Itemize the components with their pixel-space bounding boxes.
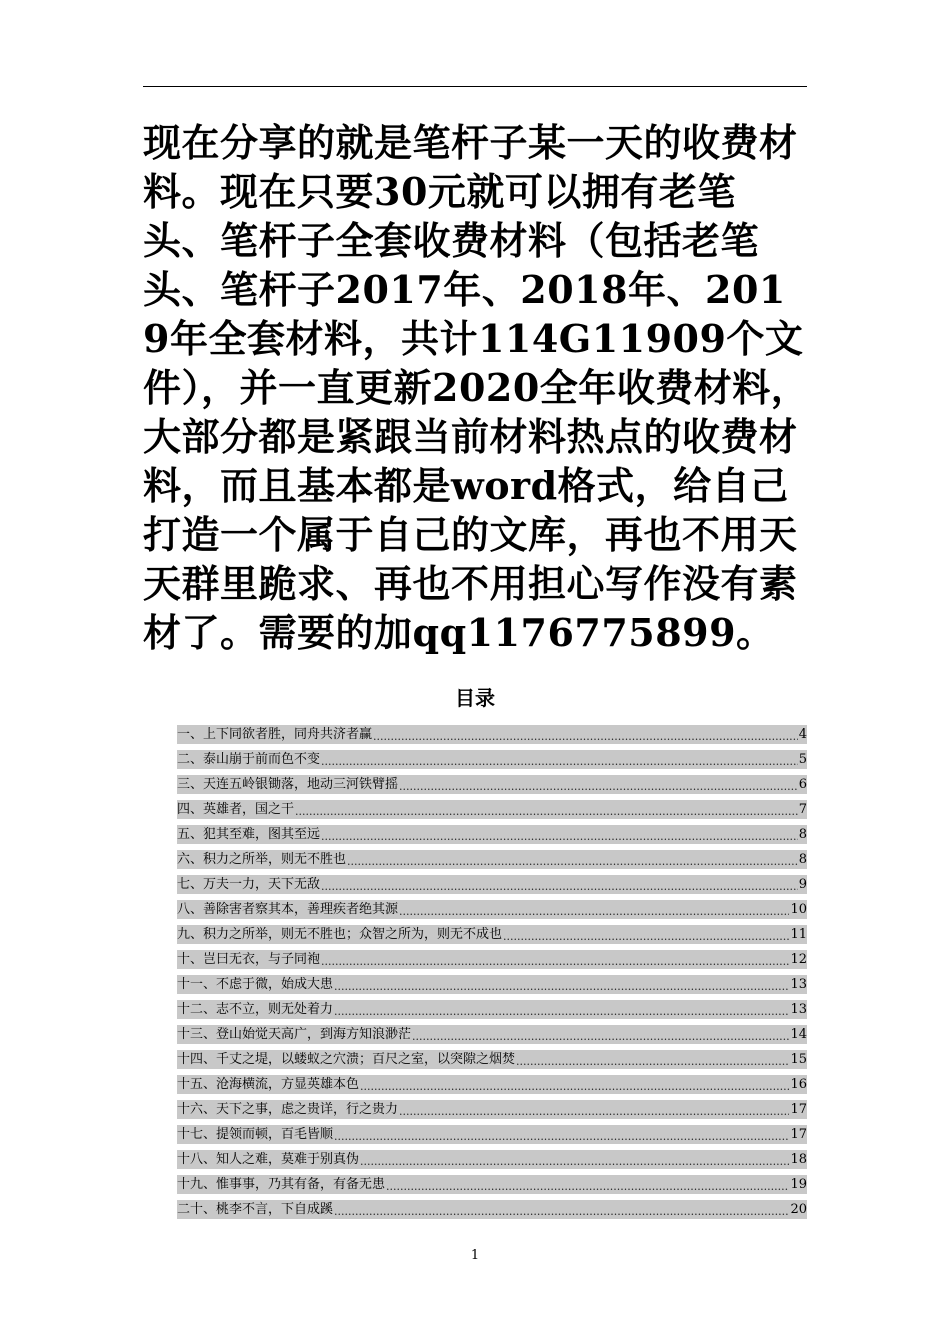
- page-number: 1: [470, 1248, 480, 1263]
- toc-entry-page: 8: [798, 827, 807, 842]
- toc-entry-page: 8: [798, 852, 807, 867]
- toc-entry-page: 20: [790, 1202, 807, 1217]
- toc-leader-dots: [360, 1154, 789, 1169]
- toc-entry-page: 5: [798, 752, 807, 767]
- toc-entry-label: 十六、天下之事，虑之贵详，行之贵力: [177, 1102, 399, 1117]
- toc-leader-dots: [347, 854, 798, 869]
- toc-leader-dots: [399, 1104, 789, 1119]
- toc-entry-label: 五、犯其至难，图其至远: [177, 827, 321, 842]
- toc-leader-dots: [321, 754, 798, 769]
- toc-entry-page: 6: [798, 777, 807, 792]
- toc-entry[interactable]: [177, 1050, 807, 1069]
- toc-leader-dots: [334, 1129, 789, 1144]
- toc-title: 目录: [455, 686, 495, 710]
- toc-entry[interactable]: [177, 1075, 807, 1094]
- toc-entry-page: 17: [790, 1102, 807, 1117]
- toc-leader-dots: [373, 729, 798, 744]
- table-of-contents: [177, 725, 807, 1225]
- toc-entry-label: 十、岂曰无衣，与子同袍: [177, 952, 321, 967]
- toc-entry-label: 十八、知人之难，莫难于别真伪: [177, 1152, 360, 1167]
- toc-entry-page: 10: [790, 902, 807, 917]
- toc-entry[interactable]: [177, 1200, 807, 1219]
- toc-entry-page: 17: [790, 1127, 807, 1142]
- toc-leader-dots: [399, 779, 798, 794]
- toc-entry-page: 7: [798, 802, 807, 817]
- toc-entry-label: 三、天连五岭银锄落，地动三河铁臂摇: [177, 777, 399, 792]
- toc-entry-page: 14: [790, 1027, 807, 1042]
- toc-entry[interactable]: [177, 850, 807, 869]
- toc-entry[interactable]: [177, 775, 807, 794]
- toc-entry-label: 四、英雄者，国之干: [177, 802, 295, 817]
- toc-entry[interactable]: [177, 800, 807, 819]
- toc-leader-dots: [334, 1004, 789, 1019]
- toc-entry-label: 十七、提领而顿，百毛皆顺: [177, 1127, 334, 1142]
- toc-entry[interactable]: [177, 1125, 807, 1144]
- toc-leader-dots: [295, 804, 798, 819]
- toc-entry-label: 十一、不虑于微，始成大患: [177, 977, 334, 992]
- toc-entry-page: 9: [798, 877, 807, 892]
- toc-entry[interactable]: [177, 1100, 807, 1119]
- toc-entry-label: 八、善除害者察其本，善理疾者绝其源: [177, 902, 399, 917]
- toc-entry-label: 九、积力之所举，则无不胜也；众智之所为，则无不成也: [177, 927, 503, 942]
- toc-entry-label: 七、万夫一力，天下无敌: [177, 877, 321, 892]
- toc-entry[interactable]: [177, 925, 807, 944]
- toc-entry-page: 13: [790, 977, 807, 992]
- toc-leader-dots: [360, 1079, 789, 1094]
- toc-entry-page: 11: [790, 927, 807, 942]
- toc-entry-page: 12: [790, 952, 807, 967]
- toc-entry-label: 二十、桃李不言，下自成蹊: [177, 1202, 334, 1217]
- toc-entry-label: 十三、登山始觉天高广，到海方知浪渺茫: [177, 1027, 412, 1042]
- toc-leader-dots: [399, 904, 789, 919]
- toc-entry[interactable]: [177, 750, 807, 769]
- toc-entry[interactable]: [177, 875, 807, 894]
- toc-leader-dots: [321, 829, 798, 844]
- toc-entry[interactable]: [177, 1025, 807, 1044]
- toc-entry-label: 十九、惟事事，乃其有备，有备无患: [177, 1177, 386, 1192]
- toc-entry[interactable]: [177, 975, 807, 994]
- toc-entry-page: 16: [790, 1077, 807, 1092]
- toc-entry-page: 18: [790, 1152, 807, 1167]
- toc-entry[interactable]: [177, 950, 807, 969]
- header-rule: [143, 86, 807, 87]
- toc-entry-page: 4: [798, 727, 807, 742]
- toc-entry-label: 六、积力之所举，则无不胜也: [177, 852, 347, 867]
- toc-entry[interactable]: [177, 1175, 807, 1194]
- toc-leader-dots: [321, 954, 789, 969]
- toc-entry[interactable]: [177, 900, 807, 919]
- toc-leader-dots: [386, 1179, 789, 1194]
- toc-entry[interactable]: [177, 725, 807, 744]
- toc-entry-label: 二、泰山崩于前而色不变: [177, 752, 321, 767]
- toc-leader-dots: [321, 879, 798, 894]
- toc-entry-page: 15: [790, 1052, 807, 1067]
- toc-entry-label: 十四、千丈之堤，以蝼蚁之穴溃；百尺之室，以突隙之烟焚: [177, 1052, 516, 1067]
- toc-entry[interactable]: [177, 1000, 807, 1019]
- toc-entry[interactable]: [177, 825, 807, 844]
- toc-leader-dots: [334, 1204, 789, 1219]
- intro-paragraph: 现在分享的就是笔杆子某一天的收费材料。现在只要30元就可以拥有老笔头、笔杆子全套收费材料（包括老笔头、笔杆子2017年、2018年、2019年全套材料，共计114G11909个文件），并一直更新2020全年收费材料，大部分都是紧跟当前材料热点的收费材料，而且基本都是word格式，给自己打造一个属于自己的文库，再也不用天天群里跪求、再也不用担心写作没有素材了。需要的加qq1176775899。: [143, 120, 810, 655]
- toc-entry[interactable]: [177, 1150, 807, 1169]
- toc-leader-dots: [503, 929, 789, 944]
- toc-entry-label: 十五、沧海横流，方显英雄本色: [177, 1077, 360, 1092]
- toc-entry-page: 19: [790, 1177, 807, 1192]
- toc-entry-page: 13: [790, 1002, 807, 1017]
- toc-entry-label: 一、上下同欲者胜，同舟共济者赢: [177, 727, 373, 742]
- toc-leader-dots: [516, 1054, 789, 1069]
- toc-leader-dots: [334, 979, 789, 994]
- toc-leader-dots: [412, 1029, 789, 1044]
- toc-entry-label: 十二、志不立，则无处着力: [177, 1002, 334, 1017]
